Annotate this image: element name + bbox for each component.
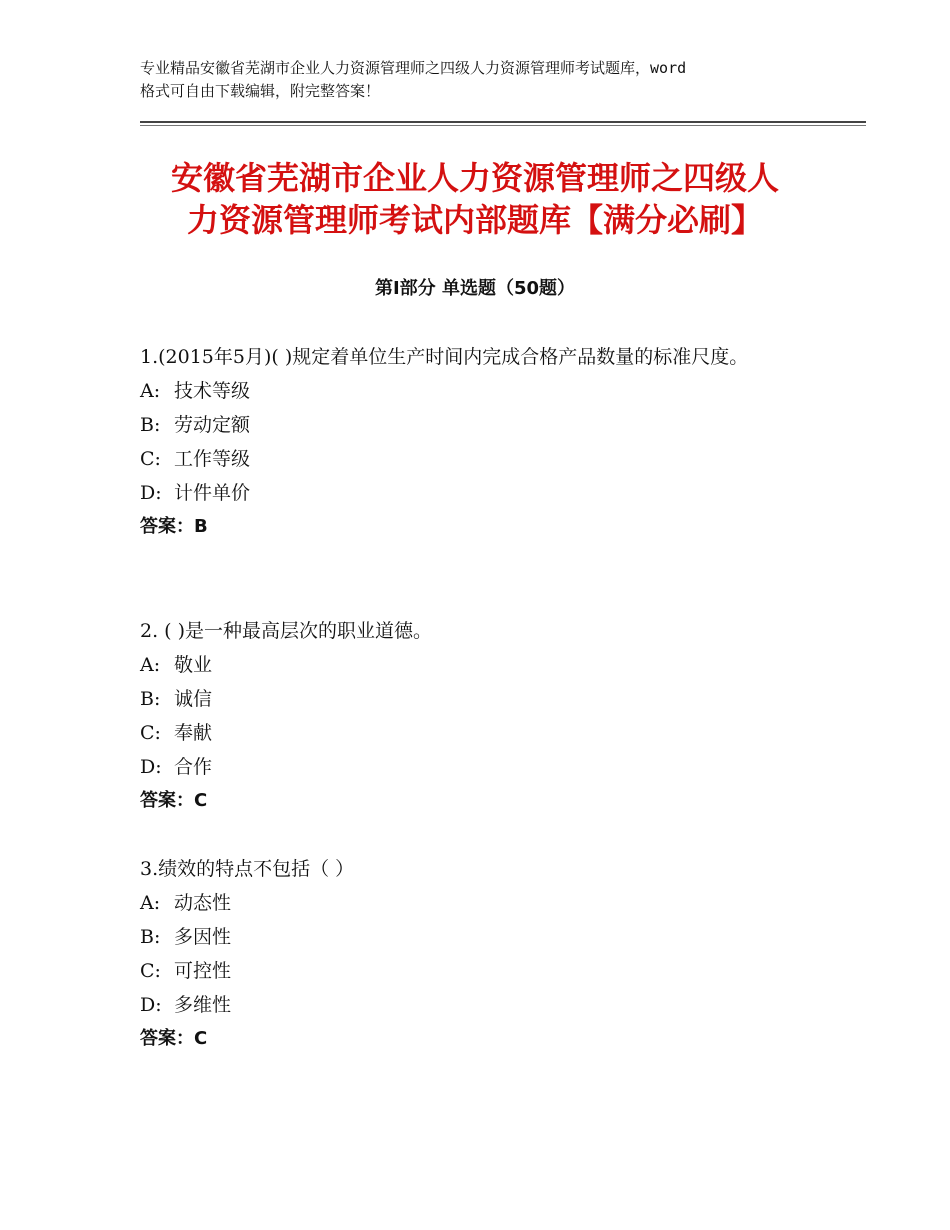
option-text: 技术等级: [174, 380, 251, 402]
option-letter: D:: [140, 994, 162, 1016]
document-title-line-2: 力资源管理师考试内部题库【满分必刷】: [186, 201, 763, 239]
option-text: 计件单价: [174, 482, 251, 504]
option-a: [140, 648, 830, 682]
option-b: [140, 920, 830, 954]
option-a: [140, 886, 830, 920]
option-letter: B:: [140, 414, 161, 436]
header-note-line-2: 格式可自由下载编辑，附完整答案！: [140, 82, 381, 100]
option-text: 多因性: [174, 926, 232, 948]
option-text: 敬业: [174, 654, 213, 676]
question-2: [140, 614, 830, 818]
option-text: 工作等级: [174, 448, 251, 470]
answer: 答案：C: [140, 1028, 208, 1049]
answer: 答案：C: [140, 790, 208, 811]
question-stem: 3.绩效的特点不包括（ ）: [140, 858, 355, 880]
answer: 答案：B: [140, 516, 208, 537]
option-d: [140, 750, 830, 784]
option-letter: A:: [140, 892, 161, 914]
option-letter: C:: [140, 448, 161, 470]
option-text: 可控性: [174, 960, 232, 982]
option-letter: C:: [140, 960, 161, 982]
option-text: 劳动定额: [174, 414, 251, 436]
option-c: [140, 954, 830, 988]
option-letter: D:: [140, 482, 162, 504]
document-title: [120, 157, 830, 241]
option-letter: C:: [140, 722, 161, 744]
option-text: 合作: [174, 756, 213, 778]
option-letter: A:: [140, 654, 161, 676]
header-note-line-1: 专业精品安徽省芜湖市企业人力资源管理师之四级人力资源管理师考试题库，word: [140, 59, 687, 77]
option-letter: D:: [140, 756, 162, 778]
option-text: 奉献: [174, 722, 213, 744]
header-divider-thick: [140, 121, 866, 123]
option-b: [140, 408, 830, 442]
header-divider-thin: [140, 125, 866, 126]
option-d: [140, 476, 830, 510]
option-d: [140, 988, 830, 1022]
option-letter: B:: [140, 688, 161, 710]
option-c: [140, 442, 830, 476]
question-stem: 1.(2015年5月)( )规定着单位生产时间内完成合格产品数量的标准尺度。: [140, 346, 749, 368]
option-text: 多维性: [174, 994, 232, 1016]
option-b: [140, 682, 830, 716]
question-stem: 2. ( )是一种最高层次的职业道德。: [140, 620, 433, 642]
option-letter: B:: [140, 926, 161, 948]
question-1: [140, 340, 830, 544]
document-title-line-1: 安徽省芜湖市企业人力资源管理师之四级人: [170, 159, 779, 197]
question-3: [140, 852, 830, 1056]
option-letter: A:: [140, 380, 161, 402]
option-c: [140, 716, 830, 750]
header-note: [140, 57, 840, 103]
section-heading: 第Ⅰ部分 单选题（50题）: [374, 278, 575, 299]
option-text: 动态性: [174, 892, 232, 914]
option-text: 诚信: [174, 688, 213, 710]
option-a: [140, 374, 830, 408]
